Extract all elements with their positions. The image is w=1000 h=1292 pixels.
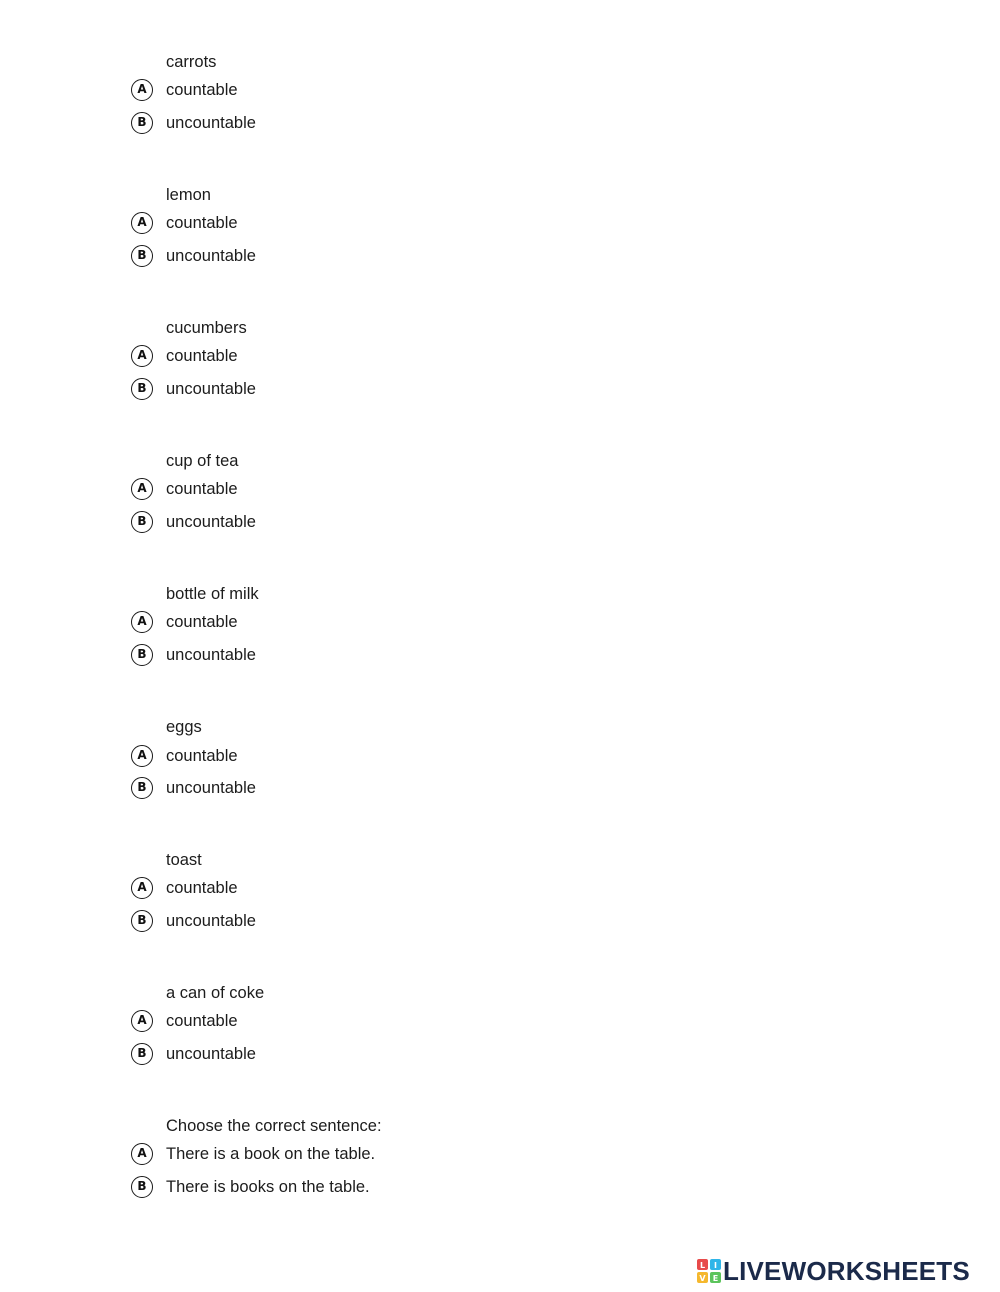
option-b[interactable] (130, 511, 630, 537)
option-letter-badge[interactable]: B (131, 511, 153, 533)
option-b[interactable] (130, 245, 630, 271)
option-letter-badge[interactable]: A (131, 79, 153, 101)
logo-tile-letter: L (699, 1260, 706, 1270)
option-label[interactable]: countable (166, 879, 238, 897)
question-8 (0, 50, 700, 160)
option-letter-badge[interactable]: B (131, 1043, 153, 1065)
question-16 (0, 1114, 700, 1224)
liveworksheets-logo (697, 1256, 997, 1288)
option-a[interactable] (130, 745, 630, 771)
option-letter-badge[interactable]: B (131, 1176, 153, 1198)
question-header (0, 449, 700, 473)
question-prompt: lemon (166, 186, 211, 204)
question-prompt: cucumbers (166, 319, 247, 337)
logo-tile-letter: I (714, 1260, 717, 1270)
option-label[interactable]: countable (166, 347, 238, 365)
question-prompt: Choose the correct sentence: (166, 1117, 382, 1135)
option-a[interactable] (130, 79, 630, 105)
logo-tile-letter: V (699, 1273, 706, 1283)
logo-wordmark: LIVEWORKSHEETS (723, 1256, 970, 1286)
question-prompt: toast (166, 851, 202, 869)
option-b[interactable] (130, 644, 630, 670)
question-15 (0, 981, 700, 1091)
option-letter-badge[interactable]: A (131, 1143, 153, 1165)
option-a[interactable] (130, 212, 630, 238)
option-letter-badge[interactable]: A (131, 345, 153, 367)
question-9 (0, 183, 700, 293)
option-label[interactable]: uncountable (166, 912, 256, 930)
question-prompt: a can of coke (166, 984, 265, 1002)
option-letter-badge[interactable]: B (131, 644, 153, 666)
option-label[interactable]: countable (166, 1012, 238, 1030)
question-header (0, 715, 700, 739)
question-10 (0, 316, 700, 426)
option-letter-badge[interactable]: A (131, 877, 153, 899)
question-header (0, 1114, 700, 1138)
logo-mark-icon (697, 1259, 721, 1283)
option-b[interactable] (130, 378, 630, 404)
option-a[interactable] (130, 478, 630, 504)
option-label[interactable]: uncountable (166, 114, 256, 132)
option-label[interactable]: uncountable (166, 247, 256, 265)
option-label[interactable]: countable (166, 747, 238, 765)
question-header (0, 50, 700, 74)
option-label[interactable]: uncountable (166, 646, 256, 664)
option-b[interactable] (130, 777, 630, 803)
option-label[interactable]: uncountable (166, 779, 256, 797)
question-12 (0, 582, 700, 692)
option-label[interactable]: countable (166, 480, 238, 498)
question-14 (0, 848, 700, 958)
option-letter-badge[interactable]: B (131, 112, 153, 134)
option-label[interactable]: There is a book on the table. (166, 1145, 376, 1163)
option-a[interactable] (130, 611, 630, 637)
option-label[interactable]: uncountable (166, 513, 256, 531)
option-letter-badge[interactable]: B (131, 245, 153, 267)
option-b[interactable] (130, 1043, 630, 1069)
option-a[interactable] (130, 345, 630, 371)
option-b[interactable] (130, 1176, 630, 1202)
option-b[interactable] (130, 112, 630, 138)
question-11 (0, 449, 700, 559)
question-header (0, 981, 700, 1005)
option-label[interactable]: uncountable (166, 1045, 256, 1063)
option-label[interactable]: uncountable (166, 380, 256, 398)
question-header (0, 183, 700, 207)
option-label[interactable]: There is books on the table. (166, 1178, 370, 1196)
question-prompt: eggs (166, 718, 202, 736)
option-letter-badge[interactable]: A (131, 478, 153, 500)
option-a[interactable] (130, 1143, 630, 1169)
option-letter-badge[interactable]: A (131, 1010, 153, 1032)
option-letter-badge[interactable]: A (131, 611, 153, 633)
option-a[interactable] (130, 1010, 630, 1036)
question-13 (0, 715, 700, 825)
question-prompt: carrots (166, 53, 217, 71)
option-label[interactable]: countable (166, 613, 238, 631)
question-prompt: cup of tea (166, 452, 239, 470)
question-header (0, 582, 700, 606)
question-header (0, 316, 700, 340)
question-header (0, 848, 700, 872)
option-letter-badge[interactable]: A (131, 212, 153, 234)
option-label[interactable]: countable (166, 214, 238, 232)
option-letter-badge[interactable]: B (131, 910, 153, 932)
option-a[interactable] (130, 877, 630, 903)
option-letter-badge[interactable]: B (131, 777, 153, 799)
logo-tile-letter: E (712, 1273, 719, 1283)
option-b[interactable] (130, 910, 630, 936)
option-letter-badge[interactable]: B (131, 378, 153, 400)
question-prompt: bottle of milk (166, 585, 259, 603)
option-label[interactable]: countable (166, 81, 238, 99)
option-letter-badge[interactable]: A (131, 745, 153, 767)
